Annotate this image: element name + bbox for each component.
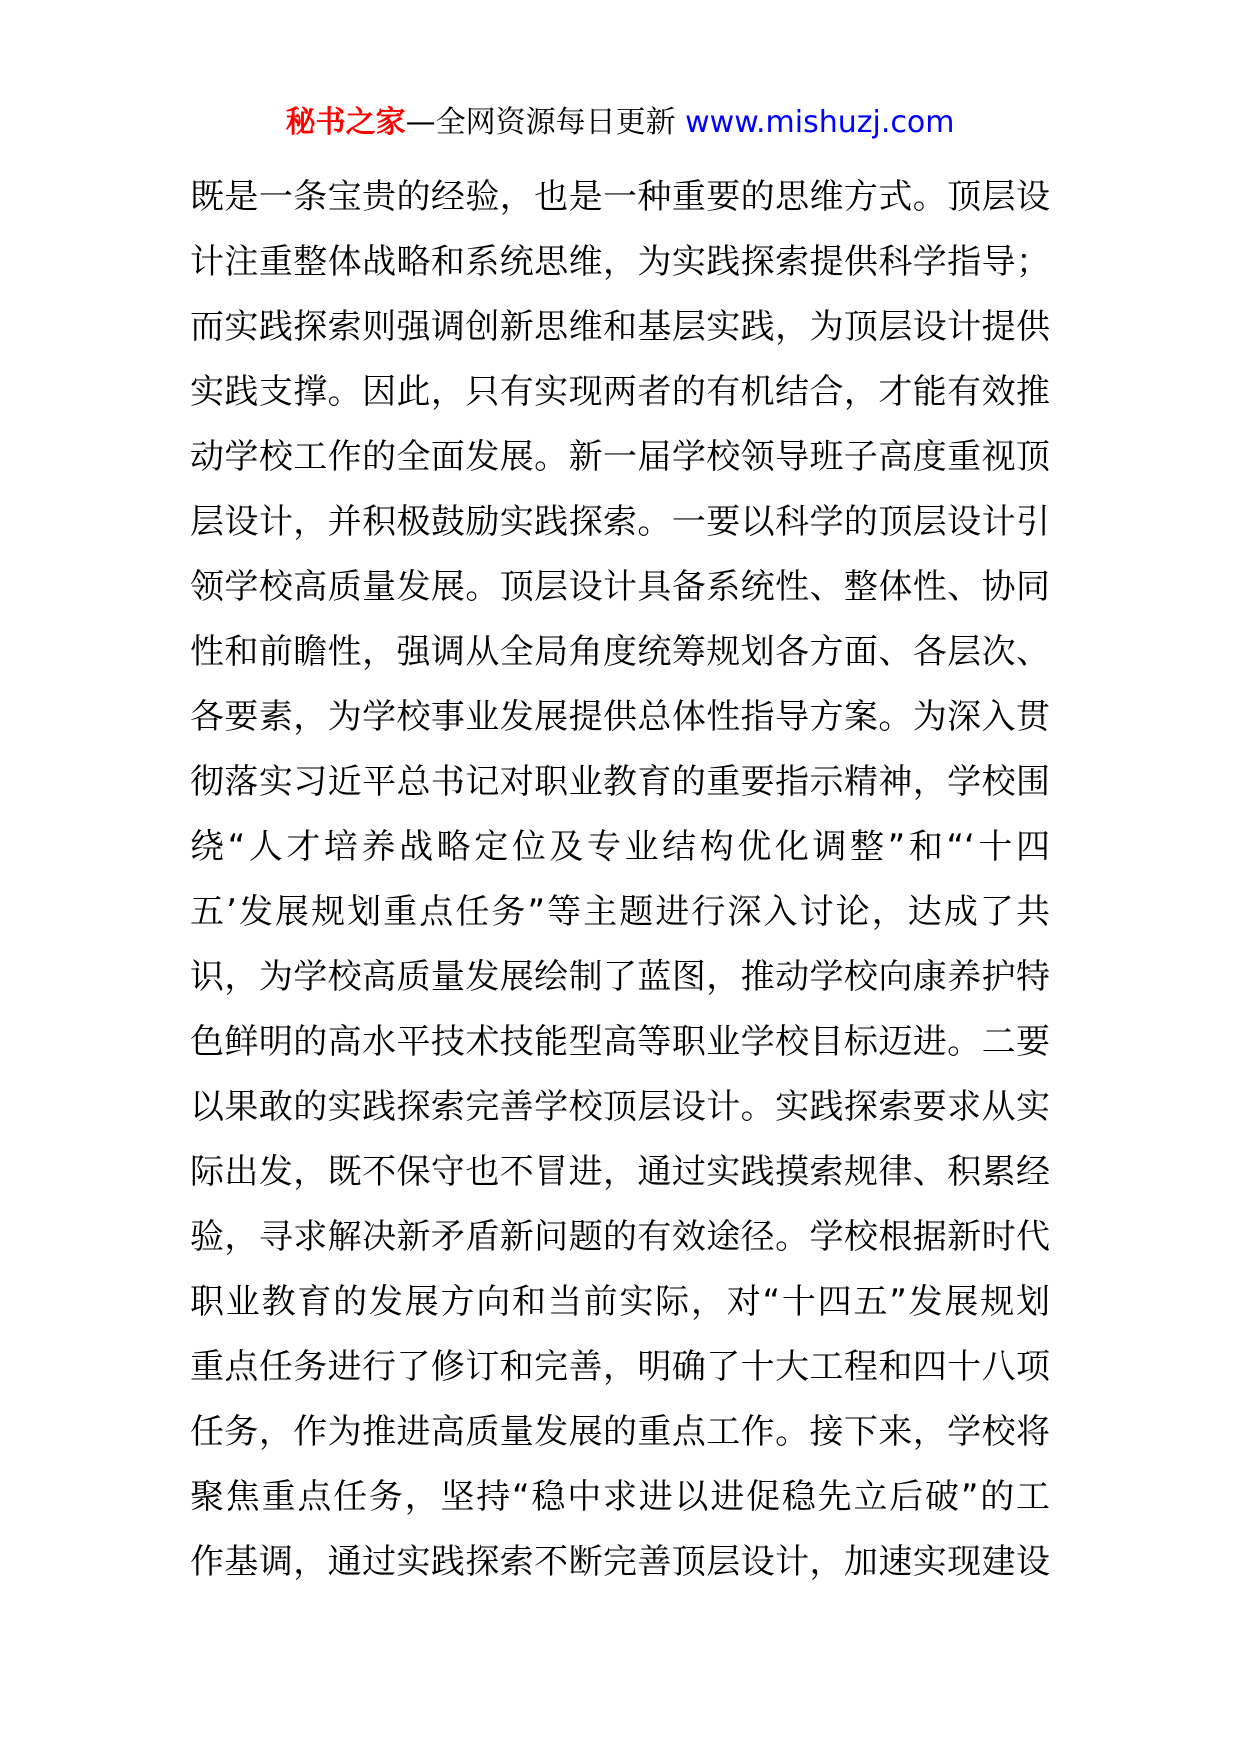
text-line: 领学校高质量发展。顶层设计具备系统性、整体性、协同 <box>190 567 1050 607</box>
text-line: 彻落实习近平总书记对职业教育的重要指示精神，学校围 <box>190 762 1050 802</box>
text-line: 动学校工作的全面发展。新一届学校领导班子高度重视顶 <box>190 437 1050 477</box>
text-line: 识，为学校高质量发展绘制了蓝图，推动学校向康养护特 <box>190 957 1050 997</box>
site-tagline: —全网资源每日更新 <box>405 105 686 140</box>
text-line: 五’发展规划重点任务”等主题进行深入讨论，达成了共 <box>190 892 1050 932</box>
text-line: 性和前瞻性，强调从全局角度统筹规划各方面、各层次、 <box>190 632 1050 672</box>
text-line: 重点任务进行了修订和完善，明确了十大工程和四十八项 <box>190 1347 1050 1387</box>
text-line: 计注重整体战略和系统思维，为实践探索提供科学指导； <box>190 242 1050 282</box>
text-line: 而实践探索则强调创新思维和基层实践，为顶层设计提供 <box>190 307 1050 347</box>
body-paragraph <box>190 165 1050 1595</box>
text-line: 验，寻求解决新矛盾新问题的有效途径。学校根据新时代 <box>190 1217 1050 1257</box>
text-line: 各要素，为学校事业发展提供总体性指导方案。为深入贯 <box>190 697 1050 737</box>
text-line: 聚焦重点任务，坚持“稳中求进以进促稳先立后破”的工 <box>190 1477 1050 1517</box>
text-line: 际出发，既不保守也不冒进，通过实践摸索规律、积累经 <box>190 1152 1050 1192</box>
text-line: 既是一条宝贵的经验，也是一种重要的思维方式。顶层设 <box>190 177 1050 217</box>
site-brand-name: 秘书之家 <box>285 105 406 140</box>
text-line: 绕“人才培养战略定位及专业结构优化调整”和“‘十四 <box>190 827 1050 867</box>
site-url-link[interactable]: www.mishuzj.com <box>685 105 955 140</box>
text-line: 色鲜明的高水平技术技能型高等职业学校目标迈进。二要 <box>190 1022 1050 1062</box>
site-header <box>0 100 1240 146</box>
text-line: 作基调，通过实践探索不断完善顶层设计，加速实现建设 <box>190 1542 1050 1582</box>
text-line: 职业教育的发展方向和当前实际，对“十四五”发展规划 <box>190 1282 1050 1322</box>
text-line: 实践支撑。因此，只有实现两者的有机结合，才能有效推 <box>190 372 1050 412</box>
text-line: 任务，作为推进高质量发展的重点工作。接下来，学校将 <box>190 1412 1050 1452</box>
text-line: 层设计，并积极鼓励实践探索。一要以科学的顶层设计引 <box>190 502 1050 542</box>
text-line: 以果敢的实践探索完善学校顶层设计。实践探索要求从实 <box>190 1087 1050 1127</box>
